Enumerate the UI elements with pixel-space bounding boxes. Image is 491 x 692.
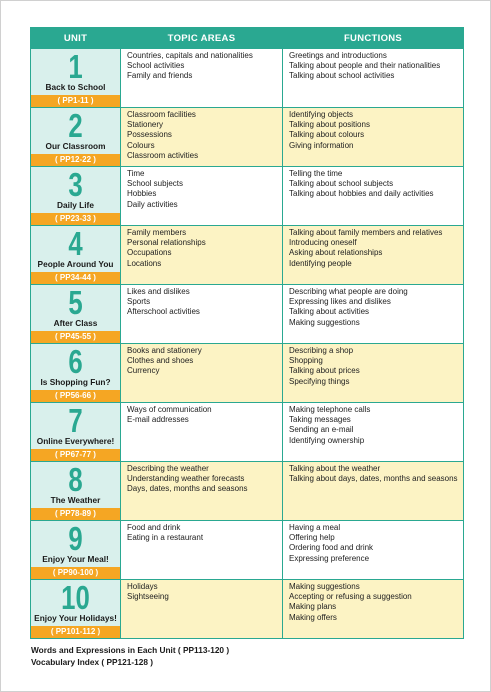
unit-number: 9 [68,520,83,557]
unit-pages-badge: ( PP1-11 ) [31,95,120,107]
function-item: Talking about family members and relatives [289,228,443,237]
footer [31,644,229,668]
unit-pages-badge: ( PP90-100 ) [31,567,120,579]
unit-title: Our Classroom [45,141,106,151]
topic-item: Occupations [127,248,172,258]
unit-pages-badge: ( PP12-22 ) [31,154,120,166]
topic-item: Time [127,169,145,178]
vocabulary-index: Vocabulary Index ( PP121-128 ) [31,657,154,667]
function-item: Expressing preference [289,553,370,563]
unit-row [31,49,464,108]
topic-item: E-mail addresses [127,415,189,425]
topic-item: Clothes and shoes [127,356,194,366]
function-item: Introducing oneself [289,238,357,248]
unit-pages-badge: ( PP101-112 ) [31,626,120,638]
function-item: Identifying ownership [289,435,365,445]
function-item: Identifying objects [289,110,354,119]
function-item: Asking about relationships [289,248,383,258]
topic-item: Currency [127,366,160,376]
header-unit: UNIT [31,28,121,49]
syllabus-table [30,27,464,639]
function-item: Describing a shop [289,346,354,355]
function-item: Talking about hobbies and daily activities [289,189,434,199]
functions-cell [283,49,464,108]
topic-item: Classroom facilities [127,110,196,119]
function-item: Specifying things [289,376,350,386]
topic-item: Ways of communication [127,405,212,414]
function-item: Accepting or refusing a suggestion [289,592,412,602]
unit-pages-badge: ( PP23-33 ) [31,213,120,225]
functions-cell [283,521,464,580]
function-item: Making plans [289,602,337,612]
functions-cell [283,285,464,344]
unit-cell [31,226,121,285]
unit-rows [31,49,464,639]
unit-number: 7 [68,402,83,439]
topic-areas-cell [121,108,283,167]
topic-item: Possessions [127,130,172,140]
unit-pages-badge: ( PP56-66 ) [31,390,120,402]
topic-item: Countries, capitals and nationalities [127,51,253,60]
topic-item: Understanding weather forecasts [127,474,245,484]
function-item: Greetings and introductions [289,51,387,60]
topic-item: Sports [127,297,151,307]
unit-pages-badge: ( PP45-55 ) [31,331,120,343]
function-item: Making telephone calls [289,405,371,414]
function-item: Taking messages [289,415,351,425]
function-item: Telling the time [289,169,343,178]
unit-cell [31,167,121,226]
topic-areas-cell [121,462,283,521]
topic-item: Holidays [127,582,158,591]
topic-areas-cell [121,167,283,226]
unit-title: Daily Life [57,200,94,210]
unit-row [31,403,464,462]
topic-item: Stationery [127,120,164,130]
unit-number: 3 [68,166,83,203]
function-item: Talking about colours [289,130,365,140]
unit-title: People Around You [37,259,114,269]
unit-row [31,344,464,403]
function-item: Talking about school subjects [289,179,394,189]
topic-item: Sightseeing [127,592,169,602]
topic-item: Hobbies [127,189,157,199]
topic-item: Family and friends [127,71,193,81]
unit-title: Enjoy Your Meal! [42,554,109,564]
unit-row [31,462,464,521]
function-item: Offering help [289,533,335,543]
topic-areas-cell [121,285,283,344]
topic-item: Colours [127,140,155,150]
function-item: Talking about activities [289,307,370,317]
topic-item: Days, dates, months and seasons [127,484,248,494]
unit-row [31,226,464,285]
unit-row [31,521,464,580]
table-header-row [31,28,464,49]
unit-pages-badge: ( PP78-89 ) [31,508,120,520]
unit-title: Enjoy Your Holidays! [34,613,117,623]
unit-title: Is Shopping Fun? [40,377,111,387]
function-item: Making suggestions [289,317,360,327]
topic-item: Books and stationery [127,346,202,355]
topic-areas-cell [121,49,283,108]
topic-item: Family members [127,228,187,237]
header-functions: FUNCTIONS [283,28,464,49]
function-item: Talking about positions [289,120,370,130]
unit-cell [31,521,121,580]
unit-number: 8 [68,461,83,498]
unit-number: 6 [68,343,83,380]
function-item: Making suggestions [289,582,360,591]
topic-item: Daily activities [127,199,178,209]
topic-item: Afterschool activities [127,307,200,317]
unit-number: 10 [61,579,90,616]
unit-number: 4 [68,225,83,262]
header-topic-areas: TOPIC AREAS [121,28,283,49]
topic-areas-cell [121,403,283,462]
function-item: Describing what people are doing [289,287,408,296]
functions-cell [283,403,464,462]
unit-cell [31,580,121,639]
topic-item: Locations [127,258,162,268]
topic-item: Describing the weather [127,464,209,473]
topic-item: Food and drink [127,523,181,532]
topic-item: Likes and dislikes [127,287,190,296]
topic-item: School subjects [127,179,184,189]
unit-pages-badge: ( PP67-77 ) [31,449,120,461]
unit-title: After Class [53,318,98,328]
unit-row [31,167,464,226]
topic-areas-cell [121,521,283,580]
functions-cell [283,344,464,403]
unit-title: Back to School [45,82,106,92]
unit-row [31,580,464,639]
words-expressions-index: Words and Expressions in Each Unit ( PP113-120 ) [31,645,230,655]
function-item: Talking about the weather [289,464,381,473]
unit-pages-badge: ( PP34-44 ) [31,272,120,284]
topic-areas-cell [121,344,283,403]
unit-title: The Weather [50,495,101,505]
function-item: Identifying people [289,258,352,268]
unit-number: 5 [68,284,83,321]
functions-cell [283,462,464,521]
topic-item: Personal relationships [127,238,206,248]
unit-row [31,285,464,344]
unit-cell [31,49,121,108]
functions-cell [283,580,464,639]
function-item: Talking about days, dates, months and seasons [289,474,458,484]
unit-title: Online Everywhere! [36,436,115,446]
function-item: Expressing likes and dislikes [289,297,391,307]
function-item: Talking about people and their nationalities [289,61,441,71]
unit-cell [31,462,121,521]
unit-cell [31,344,121,403]
function-item: Shopping [289,356,323,366]
topic-item: Classroom activities [127,150,199,160]
topic-item: School activities [127,61,185,71]
function-item: Sending an e-mail [289,425,354,435]
topic-areas-cell [121,226,283,285]
functions-cell [283,108,464,167]
unit-cell [31,108,121,167]
function-item: Making offers [289,612,337,622]
functions-cell [283,167,464,226]
unit-number: 2 [68,107,83,144]
functions-cell [283,226,464,285]
function-item: Giving information [289,140,354,150]
function-item: Having a meal [289,523,341,532]
topic-item: Eating in a restaurant [127,533,204,543]
unit-row [31,108,464,167]
function-item: Talking about school activities [289,71,395,81]
topic-areas-cell [121,580,283,639]
unit-cell [31,403,121,462]
function-item: Talking about prices [289,366,360,376]
unit-cell [31,285,121,344]
function-item: Ordering food and drink [289,543,374,553]
unit-number: 1 [68,48,83,85]
